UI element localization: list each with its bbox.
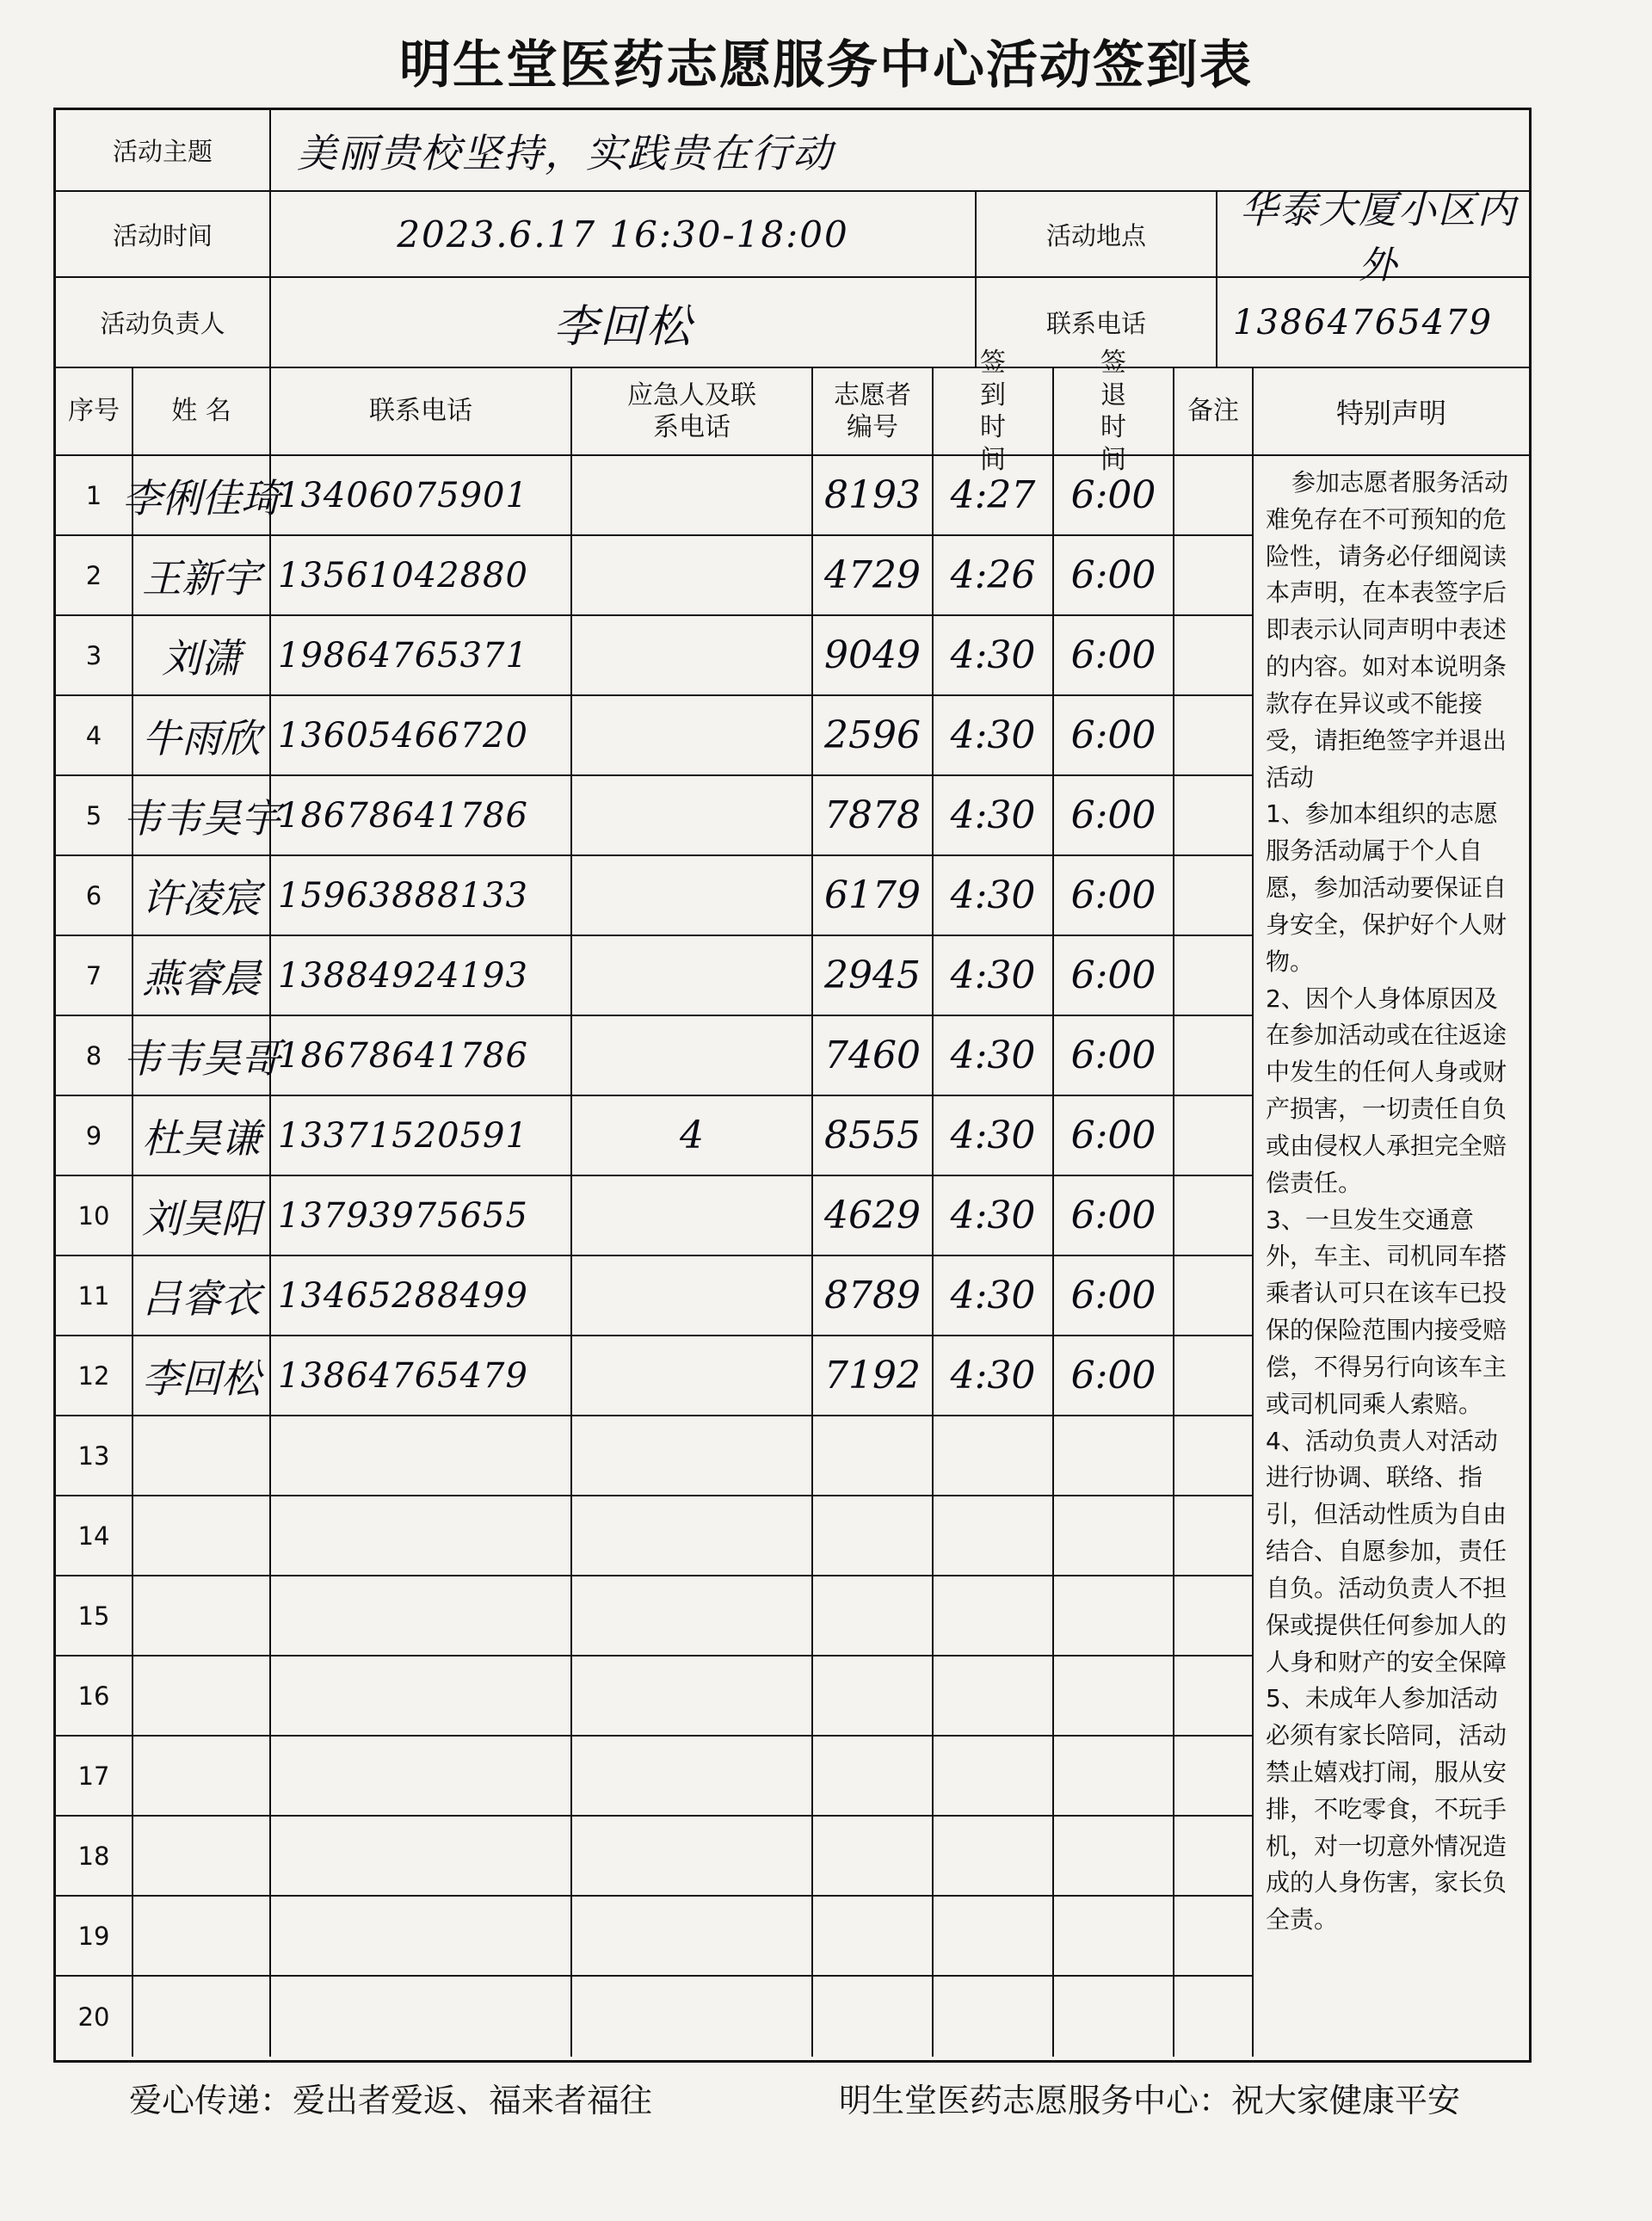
row-phone	[271, 1817, 572, 1895]
row-remark	[1174, 1576, 1254, 1655]
row-phone: 13605466720	[271, 696, 572, 774]
table-row	[56, 1096, 1254, 1176]
row-remark	[1174, 1416, 1254, 1495]
row-volunteer-id: 8789	[813, 1256, 934, 1335]
row-remark	[1174, 856, 1254, 935]
row-name: 韦韦昊宇	[133, 776, 271, 854]
notice-item-3: 3、一旦发生交通意外，车主、司机同车搭乘者认可只在该车已投保的保险范围内接受赔偿，不得另行向该车主或司机同乘人索赔。	[1266, 1205, 1507, 1418]
row-emergency	[572, 456, 813, 534]
table-row	[56, 456, 1254, 536]
row-volunteer-id	[813, 1416, 934, 1495]
row-sign-in	[934, 1817, 1054, 1895]
table-row	[56, 1176, 1254, 1256]
table-row	[56, 1897, 1254, 1977]
row-sign-in	[934, 1897, 1054, 1975]
row-sign-in: 4:30	[934, 1256, 1054, 1335]
sign-in-sheet	[53, 108, 1532, 2063]
row-phone: 13864765479	[271, 1336, 572, 1415]
leader-phone-value: 13864765479	[1233, 302, 1493, 342]
row-sign-out: 6:00	[1054, 536, 1174, 614]
leader-label: 活动负责人	[56, 278, 271, 367]
row-sign-in: 4:30	[934, 1336, 1054, 1415]
row-emergency	[572, 856, 813, 935]
row-emergency	[572, 1897, 813, 1975]
row-volunteer-id: 6179	[813, 856, 934, 935]
row-sign-out: 6:00	[1054, 1256, 1174, 1335]
row-remark	[1174, 616, 1254, 694]
row-sign-in: 4:30	[934, 1176, 1054, 1255]
row-phone	[271, 1897, 572, 1975]
row-phone	[271, 1977, 572, 2057]
row-volunteer-id: 7460	[813, 1016, 934, 1095]
footer-left: 爱心传递：爱出者爱返、福来者福往	[129, 2082, 653, 2119]
col-seq: 序号	[56, 368, 133, 454]
row-sign-out	[1054, 1416, 1174, 1495]
row-sign-in: 4:30	[934, 856, 1054, 935]
row-remark	[1174, 1336, 1254, 1415]
row-sign-in	[934, 1576, 1054, 1655]
row-remark	[1174, 1096, 1254, 1175]
time-row	[56, 188, 1529, 287]
row-phone	[271, 1576, 572, 1655]
row-emergency	[572, 536, 813, 614]
row-name: 李俐佳琦	[133, 456, 271, 534]
row-name: 杜昊谦	[133, 1096, 271, 1175]
row-seq: 6	[56, 856, 133, 935]
row-name	[133, 1496, 271, 1575]
notice-heading: 特别声明	[1254, 368, 1529, 456]
row-sign-out: 6:00	[1054, 776, 1174, 854]
row-volunteer-id	[813, 1737, 934, 1815]
notice-item-4: 4、活动负责人对活动进行协调、联络、指引，但活动性质为自由结合、自愿参加，责任自负。活动负责人不担保或提供任何参加人的人身和财产的安全保障	[1266, 1426, 1507, 1676]
row-name	[133, 1656, 271, 1735]
table-row	[56, 1817, 1254, 1897]
row-sign-in: 4:30	[934, 936, 1054, 1015]
row-sign-in: 4:30	[934, 1016, 1054, 1095]
table-row	[56, 1416, 1254, 1496]
table-header	[56, 348, 1254, 475]
row-remark	[1174, 536, 1254, 614]
row-name: 牛雨欣	[133, 696, 271, 774]
row-emergency	[572, 1817, 813, 1895]
row-remark	[1174, 1176, 1254, 1255]
table-row	[56, 936, 1254, 1016]
notice-item-1: 1、参加本组织的志愿服务活动属于个人自愿，参加活动要保证自身安全，保护好个人财物。	[1266, 799, 1507, 976]
row-volunteer-id	[813, 1817, 934, 1895]
row-sign-out	[1054, 1817, 1174, 1895]
row-volunteer-id: 4729	[813, 536, 934, 614]
row-sign-out: 6:00	[1054, 616, 1174, 694]
row-name	[133, 1897, 271, 1975]
row-phone: 13406075901	[271, 456, 572, 534]
leader-row	[56, 278, 1529, 368]
time-value: 2023.6.17 16:30-18:00	[271, 192, 977, 276]
row-seq: 18	[56, 1817, 133, 1895]
row-sign-out: 6:00	[1054, 1016, 1174, 1095]
table-row	[56, 856, 1254, 936]
col-volunteer-id: 志愿者编号	[813, 368, 934, 454]
row-phone: 13371520591	[271, 1096, 572, 1175]
row-remark	[1174, 1977, 1254, 2057]
row-emergency	[572, 936, 813, 1015]
notice-item-2: 2、因个人身体原因及在参加活动或在往返途中发生的任何人身或财产损害，一切责任自负或由侵权人承担完全赔偿责任。	[1266, 984, 1507, 1197]
table-row	[56, 1256, 1254, 1336]
row-phone	[271, 1737, 572, 1815]
row-sign-in	[934, 1656, 1054, 1735]
row-name: 吕睿衣	[133, 1256, 271, 1335]
row-seq: 14	[56, 1496, 133, 1575]
table-row	[56, 616, 1254, 696]
row-sign-in: 4:26	[934, 536, 1054, 614]
table-row	[56, 1016, 1254, 1096]
row-remark	[1174, 1256, 1254, 1335]
table-row	[56, 1336, 1254, 1416]
row-sign-in	[934, 1496, 1054, 1575]
row-sign-in: 4:30	[934, 696, 1054, 774]
row-volunteer-id: 7192	[813, 1336, 934, 1415]
row-volunteer-id	[813, 1496, 934, 1575]
row-phone: 19864765371	[271, 616, 572, 694]
row-remark	[1174, 1817, 1254, 1895]
row-volunteer-id	[813, 1656, 934, 1735]
row-phone: 13465288499	[271, 1256, 572, 1335]
row-seq: 11	[56, 1256, 133, 1335]
row-sign-out: 6:00	[1054, 696, 1174, 774]
row-sign-out	[1054, 1737, 1174, 1815]
row-name	[133, 1977, 271, 2057]
row-volunteer-id: 7878	[813, 776, 934, 854]
row-volunteer-id: 8193	[813, 456, 934, 534]
row-sign-in: 4:27	[934, 456, 1054, 534]
row-sign-out: 6:00	[1054, 1176, 1174, 1255]
row-emergency	[572, 776, 813, 854]
row-sign-out	[1054, 1576, 1174, 1655]
row-remark	[1174, 1897, 1254, 1975]
row-seq: 13	[56, 1416, 133, 1495]
row-emergency	[572, 1256, 813, 1335]
row-phone	[271, 1416, 572, 1495]
leader-phone-label: 联系电话	[977, 278, 1217, 367]
row-sign-in	[934, 1977, 1054, 2057]
row-seq: 8	[56, 1016, 133, 1095]
row-sign-out: 6:00	[1054, 856, 1174, 935]
col-name: 姓 名	[133, 368, 271, 454]
row-sign-out: 6:00	[1054, 936, 1174, 1015]
row-seq: 2	[56, 536, 133, 614]
row-remark	[1174, 456, 1254, 534]
theme-label: 活动主题	[56, 110, 271, 190]
notice-item-5: 5、未成年人参加活动必须有家长陪同，活动禁止嬉戏打闹，服从安排，不吃零食，不玩手机，对一切意外情况造成的人身伤害，家长负全责。	[1266, 1684, 1507, 1934]
row-sign-in: 4:30	[934, 616, 1054, 694]
row-volunteer-id: 4629	[813, 1176, 934, 1255]
row-sign-out: 6:00	[1054, 1336, 1174, 1415]
row-remark	[1174, 1016, 1254, 1095]
row-sign-in: 4:30	[934, 1096, 1054, 1175]
row-seq: 17	[56, 1737, 133, 1815]
row-emergency	[572, 1496, 813, 1575]
place-label: 活动地点	[977, 192, 1217, 276]
table-row	[56, 1737, 1254, 1817]
row-name: 刘昊阳	[133, 1176, 271, 1255]
row-name: 刘潇	[133, 616, 271, 694]
col-emergency: 应急人及联系电话	[572, 368, 813, 454]
row-remark	[1174, 1656, 1254, 1735]
row-volunteer-id	[813, 1897, 934, 1975]
row-phone: 13561042880	[271, 536, 572, 614]
row-name	[133, 1576, 271, 1655]
row-sign-out	[1054, 1496, 1174, 1575]
place-value: 华泰大厦小区内外	[1240, 188, 1517, 287]
col-phone: 联系电话	[271, 368, 572, 454]
footer-right: 明生堂医药志愿服务中心：祝大家健康平安	[839, 2082, 1461, 2119]
row-emergency: 4	[572, 1096, 813, 1175]
page-title: 明生堂医药志愿服务中心活动签到表	[399, 35, 1253, 96]
row-phone: 13793975655	[271, 1176, 572, 1255]
row-seq: 4	[56, 696, 133, 774]
table-row	[56, 776, 1254, 856]
row-emergency	[572, 1336, 813, 1415]
col-sign-in: 签到时间	[934, 368, 1054, 454]
row-seq: 20	[56, 1977, 133, 2057]
row-seq: 16	[56, 1656, 133, 1735]
row-emergency	[572, 616, 813, 694]
row-sign-in: 4:30	[934, 776, 1054, 854]
table-row	[56, 1576, 1254, 1656]
notice-intro: 参加志愿者服务活动难免存在不可预知的危险性，请务必仔细阅读本声明，在本表签字后即表示认同声明中表述的内容。如对本说明条款存在异议或不能接受，请拒绝签字并退出活动	[1266, 468, 1509, 792]
row-sign-out	[1054, 1656, 1174, 1735]
row-sign-out	[1054, 1977, 1174, 2057]
row-volunteer-id	[813, 1576, 934, 1655]
row-sign-out	[1054, 1897, 1174, 1975]
row-name: 韦韦昊哥	[133, 1016, 271, 1095]
table-row	[56, 536, 1254, 616]
row-name: 王新宇	[133, 536, 271, 614]
row-seq: 3	[56, 616, 133, 694]
row-name: 燕睿晨	[133, 936, 271, 1015]
row-name	[133, 1817, 271, 1895]
row-emergency	[572, 696, 813, 774]
row-phone: 18678641786	[271, 776, 572, 854]
row-phone: 15963888133	[271, 856, 572, 935]
row-emergency	[572, 1176, 813, 1255]
row-remark	[1174, 776, 1254, 854]
table-row	[56, 1656, 1254, 1737]
row-volunteer-id	[813, 1977, 934, 2057]
row-emergency	[572, 1737, 813, 1815]
row-volunteer-id: 9049	[813, 616, 934, 694]
table-row	[56, 1977, 1254, 2057]
row-emergency	[572, 1016, 813, 1095]
row-name	[133, 1416, 271, 1495]
row-sign-in	[934, 1737, 1054, 1815]
row-emergency	[572, 1416, 813, 1495]
row-sign-in	[934, 1416, 1054, 1495]
row-seq: 12	[56, 1336, 133, 1415]
row-emergency	[572, 1576, 813, 1655]
row-emergency	[572, 1977, 813, 2057]
row-phone: 18678641786	[271, 1016, 572, 1095]
row-sign-out: 6:00	[1054, 1096, 1174, 1175]
row-seq: 9	[56, 1096, 133, 1175]
row-name: 许凌宸	[133, 856, 271, 935]
row-seq: 10	[56, 1176, 133, 1255]
row-name: 李回松	[133, 1336, 271, 1415]
col-remark: 备注	[1174, 368, 1254, 454]
row-seq: 1	[56, 456, 133, 534]
row-seq: 15	[56, 1576, 133, 1655]
row-volunteer-id: 8555	[813, 1096, 934, 1175]
leader-value: 李回松	[271, 278, 977, 367]
row-volunteer-id: 2945	[813, 936, 934, 1015]
row-phone: 13884924193	[271, 936, 572, 1015]
row-volunteer-id: 2596	[813, 696, 934, 774]
row-remark	[1174, 696, 1254, 774]
row-sign-out: 6:00	[1054, 456, 1174, 534]
row-phone	[271, 1496, 572, 1575]
table-row	[56, 696, 1254, 776]
row-name	[133, 1737, 271, 1815]
row-remark	[1174, 1737, 1254, 1815]
row-remark	[1174, 936, 1254, 1015]
theme-value: 美丽贵校坚持，实践贵在行动	[297, 129, 834, 176]
row-seq: 19	[56, 1897, 133, 1975]
row-emergency	[572, 1656, 813, 1735]
row-remark	[1174, 1496, 1254, 1575]
time-label: 活动时间	[56, 192, 271, 276]
row-seq: 7	[56, 936, 133, 1015]
table-row	[56, 1496, 1254, 1576]
col-sign-out: 签退时间	[1054, 368, 1174, 454]
row-seq: 5	[56, 776, 133, 854]
special-notice	[1254, 456, 1529, 2057]
row-phone	[271, 1656, 572, 1735]
